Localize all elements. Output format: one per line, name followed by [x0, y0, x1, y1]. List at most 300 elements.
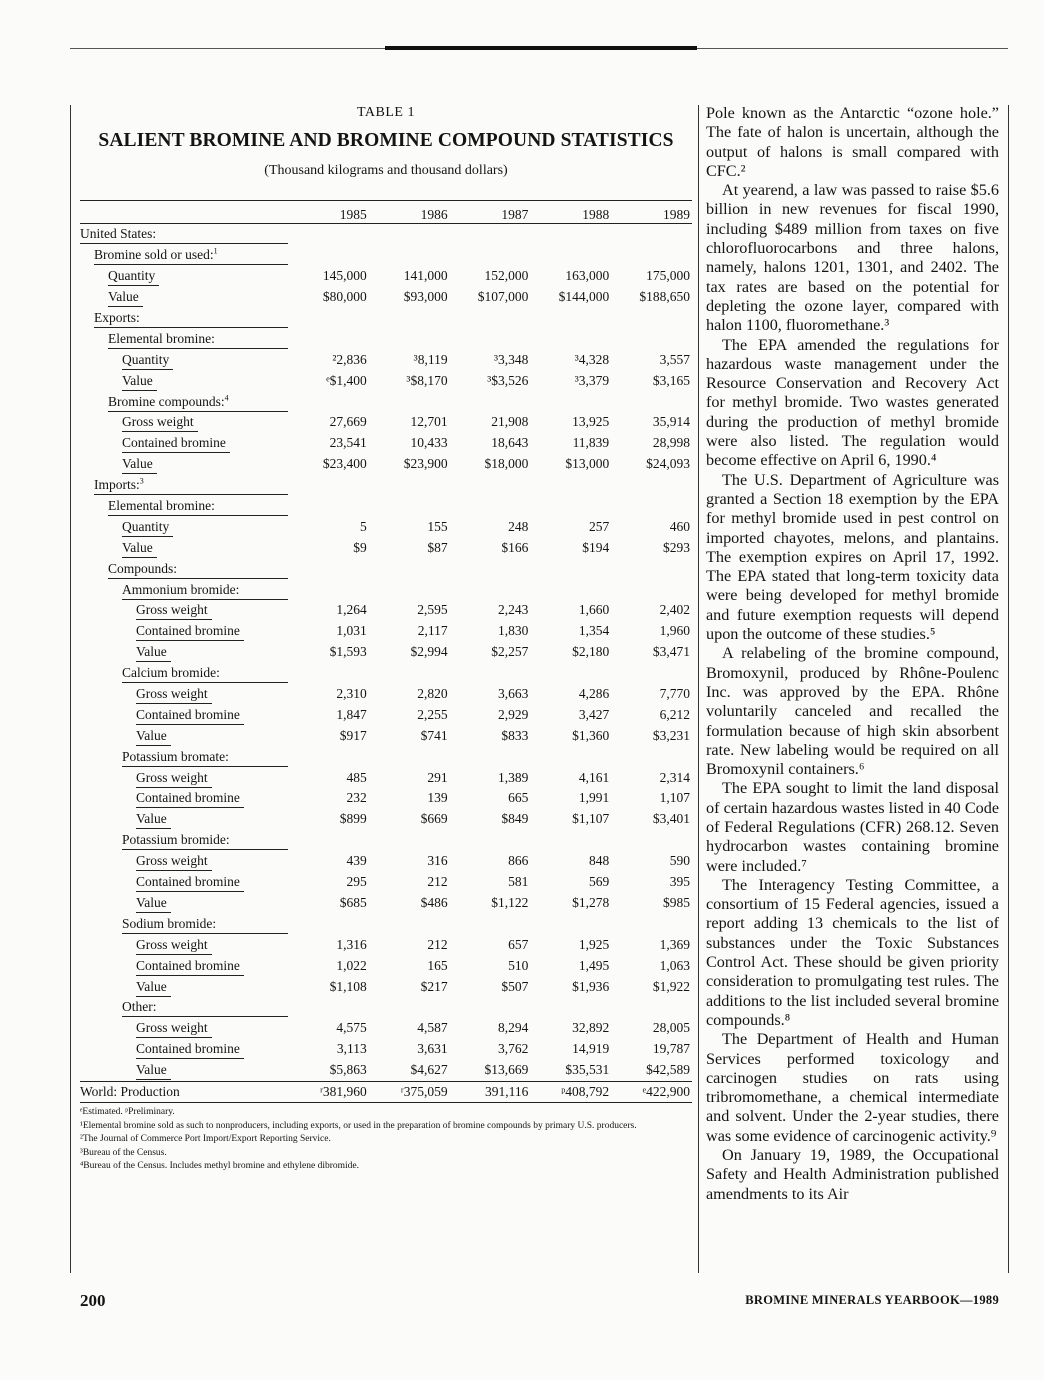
table-row: [80, 684, 692, 705]
value-cell: [530, 913, 611, 934]
row-label: [136, 684, 212, 704]
row-label-cell: [80, 809, 288, 830]
row-label-cell: [80, 934, 288, 955]
table-row: [80, 1039, 692, 1060]
value-cell: 4,161: [578, 769, 610, 785]
value-cell: $985: [663, 894, 690, 910]
row-label-text: Gross weight: [136, 1020, 208, 1036]
article-paragraph: The EPA amended the regulations for hazardous waste management under the Resource Conservation and Recovery Act for methyl bromide. Two wastes generated during the production of methyl bromide were also listed. The regulation would become effective on April 6, 1990.⁴: [706, 335, 999, 470]
row-label-text: Gross weight: [136, 769, 208, 785]
table-row: [80, 370, 692, 391]
table-row: [80, 830, 692, 851]
value-cell: $5,863: [329, 1062, 367, 1078]
row-label: [122, 433, 230, 453]
row-label: [122, 350, 173, 370]
value-cell: ³3,348: [493, 351, 529, 367]
table-row: [80, 308, 692, 329]
row-label: [136, 1018, 212, 1038]
value-cell: 3,663: [498, 686, 529, 702]
table-caption: TABLE 1: [357, 105, 415, 120]
value-cell: $42,589: [646, 1062, 690, 1078]
value-cell: $2,180: [572, 644, 610, 660]
value-cell: [530, 391, 611, 412]
table-row: [80, 663, 692, 684]
value-cell: ᵉ422,900: [611, 1081, 692, 1103]
value-cell: 866: [508, 853, 529, 869]
row-label: [122, 914, 288, 934]
value-cell: $9: [353, 539, 367, 555]
value-cell: ᵖ408,792: [530, 1081, 611, 1103]
value-cell: 212: [427, 874, 448, 890]
value-cell: 18,643: [491, 435, 529, 451]
value-cell: $849: [501, 811, 529, 827]
row-label-text: Contained bromine: [136, 623, 240, 639]
value-cell: ³8,119: [413, 351, 448, 367]
value-cell: [611, 245, 692, 266]
row-label-cell: [80, 454, 288, 475]
article-paragraph: The Interagency Testing Committee, a consortium of 15 Federal agencies, issued a report adding 13 chemicals to the list of substances under the Toxic Substances Control Act. These should be given priority consideration to promulgating test rules. The additions to the list included several bromine compounds.⁸: [706, 875, 999, 1029]
row-label: [136, 600, 212, 620]
table-row: [80, 872, 692, 893]
value-cell: 7,770: [659, 686, 690, 702]
table-body: [80, 224, 692, 1103]
row-label: [80, 224, 288, 244]
value-cell: 3,762: [498, 1041, 529, 1057]
value-cell: ³$8,170: [406, 372, 448, 388]
value-cell: [369, 913, 450, 934]
table-row: [80, 391, 692, 412]
value-cell: [288, 224, 369, 245]
row-label: [122, 538, 157, 558]
value-cell: $507: [501, 978, 529, 994]
value-cell: [611, 558, 692, 579]
row-label: [108, 392, 288, 412]
value-cell: $1,108: [329, 978, 367, 994]
year-header: 1986: [369, 201, 450, 224]
row-label: [136, 977, 171, 997]
value-cell: 590: [669, 853, 690, 869]
value-cell: [288, 579, 369, 600]
table-row: [80, 412, 692, 433]
article-paragraph: On January 19, 1989, the Occupational Safety and Health Administration published amendments to its Air: [706, 1146, 999, 1203]
article-paragraph: A relabeling of the bromine compound, Bromoxynil, produced by Rhône-Poulenc Inc. was approved by the EPA. Rhône voluntarily canceled and recalled the formulation because of high skin absorbent rate. New labeling would be required on all Bromoxynil containers.⁶: [706, 644, 999, 779]
value-cell: [530, 496, 611, 517]
row-label-text: Elemental bromine:: [108, 498, 215, 514]
value-cell: [530, 558, 611, 579]
value-cell: [450, 830, 531, 851]
value-cell: 3,113: [336, 1041, 367, 1057]
row-label-cell: [80, 746, 288, 767]
value-cell: $1,107: [572, 811, 610, 827]
value-cell: 6,212: [659, 706, 690, 722]
footnote: ³Bureau of the Census.: [80, 1147, 167, 1158]
value-cell: [611, 328, 692, 349]
value-cell: 175,000: [646, 268, 690, 284]
row-label: [94, 245, 288, 265]
value-cell: [530, 746, 611, 767]
row-label-cell: [80, 287, 288, 308]
footnote: ¹Elemental bromine sold as such to nonproducers, including exports, or used in the preparation of bromine compounds by primary U.S. producers.: [80, 1120, 637, 1131]
value-cell: 4,575: [336, 1020, 367, 1036]
value-cell: [288, 663, 369, 684]
row-label: [108, 559, 288, 579]
value-cell: [369, 558, 450, 579]
row-label: [122, 580, 288, 600]
value-cell: $1,122: [491, 894, 529, 910]
value-cell: 232: [346, 790, 367, 806]
row-label: [136, 872, 244, 892]
row-label-text: Contained bromine: [136, 874, 240, 890]
table-row: [80, 767, 692, 788]
row-label: [136, 1039, 244, 1059]
table-row: [80, 349, 692, 370]
table-title: SALIENT BROMINE AND BROMINE COMPOUND STATISTICS: [98, 130, 674, 151]
value-cell: 2,310: [336, 686, 367, 702]
value-cell: 1,830: [498, 623, 529, 639]
value-cell: $4,627: [410, 1062, 448, 1078]
value-cell: $23,900: [403, 456, 448, 472]
table-row: [80, 245, 692, 266]
table-row: [80, 579, 692, 600]
value-cell: 1,316: [336, 936, 367, 952]
value-cell: [530, 328, 611, 349]
value-cell: 152,000: [484, 268, 529, 284]
footnote: ⁴Bureau of the Census. Includes methyl bromine and ethylene dibromide.: [80, 1161, 360, 1171]
value-cell: [450, 746, 531, 767]
value-cell: 14,919: [572, 1041, 610, 1057]
value-cell: $293: [663, 539, 690, 555]
value-cell: 248: [508, 518, 529, 534]
value-cell: [530, 308, 611, 329]
row-label-cell: [80, 788, 288, 809]
table-row: [80, 516, 692, 537]
value-cell: 2,820: [417, 686, 448, 702]
row-label-text: Contained bromine: [136, 957, 240, 973]
row-label: [108, 329, 288, 349]
row-label: [108, 287, 143, 307]
row-label-cell: [80, 224, 288, 245]
article-paragraph: The EPA sought to limit the land disposal of certain hazardous wastes listed in 40 Code of Federal Regulations (CFR) 268.12. Seven hydrocarbon wastes containing bromine were included.⁷: [706, 779, 999, 875]
value-cell: 23,541: [329, 435, 367, 451]
table-row: [80, 537, 692, 558]
row-label: [122, 517, 173, 537]
value-cell: ᵉ$1,400: [326, 372, 367, 388]
row-label-text: Imports:: [94, 477, 140, 493]
row-label-text: Exports:: [94, 310, 140, 325]
value-cell: 13,925: [572, 414, 610, 430]
value-cell: $3,401: [652, 811, 690, 827]
row-label-cell: [80, 725, 288, 746]
value-cell: 2,314: [659, 769, 690, 785]
row-label-cell: [80, 475, 288, 496]
statistics-table: [80, 200, 692, 1103]
value-cell: ʳ375,059: [369, 1081, 450, 1103]
value-cell: [450, 579, 531, 600]
row-label: [136, 705, 244, 725]
value-cell: [369, 663, 450, 684]
value-cell: 291: [427, 769, 448, 785]
table-row: [80, 934, 692, 955]
table-row: [80, 266, 692, 287]
value-cell: $188,650: [639, 289, 690, 305]
table-row: [80, 433, 692, 454]
value-cell: [288, 913, 369, 934]
row-label-text: Bromine sold or used:: [94, 247, 214, 263]
value-cell: $194: [582, 539, 610, 555]
value-cell: 165: [427, 957, 448, 973]
value-cell: 145,000: [322, 268, 367, 284]
value-cell: [530, 663, 611, 684]
value-cell: [611, 475, 692, 496]
value-cell: 28,998: [652, 435, 690, 451]
value-cell: [288, 558, 369, 579]
row-label-text: Gross weight: [136, 936, 208, 952]
row-label-text: Value: [136, 811, 167, 827]
row-label: [122, 371, 157, 391]
row-label-cell: [80, 997, 288, 1018]
value-cell: 316: [427, 853, 448, 869]
value-cell: [450, 663, 531, 684]
value-cell: [611, 308, 692, 329]
value-cell: 4,286: [578, 686, 610, 702]
value-cell: 28,005: [652, 1020, 690, 1036]
row-label-text: Compounds:: [108, 560, 178, 576]
value-cell: 3,427: [578, 706, 610, 722]
page-number: 200: [80, 1291, 106, 1310]
row-label-text: Contained bromine: [136, 1041, 240, 1057]
value-cell: 163,000: [565, 268, 610, 284]
row-label-text: Contained bromine: [122, 435, 226, 451]
value-cell: $107,000: [477, 289, 529, 305]
value-cell: [288, 830, 369, 851]
row-label: [122, 454, 157, 474]
table-row: [80, 704, 692, 725]
value-cell: $3,471: [652, 644, 690, 660]
right-margin-rule: [1008, 105, 1009, 1273]
value-cell: ³3,379: [574, 372, 610, 388]
table-row: [80, 809, 692, 830]
value-cell: $486: [420, 894, 448, 910]
row-label-text: Quantity: [122, 518, 170, 534]
value-cell: [611, 830, 692, 851]
value-cell: [611, 913, 692, 934]
table-row: [80, 1081, 692, 1103]
value-cell: 485: [346, 769, 367, 785]
row-label-text: Value: [136, 727, 167, 743]
value-cell: 3,631: [417, 1041, 448, 1057]
value-cell: 1,264: [336, 602, 367, 618]
value-cell: $217: [420, 978, 448, 994]
row-label-cell: [80, 516, 288, 537]
row-label-text: Value: [108, 289, 139, 305]
value-cell: [369, 496, 450, 517]
row-label-cell: [80, 851, 288, 872]
value-cell: [369, 391, 450, 412]
row-label-cell: [80, 976, 288, 997]
value-cell: 1,031: [336, 623, 367, 639]
row-label-cell: [80, 245, 288, 266]
value-cell: $741: [420, 727, 448, 743]
table-row: [80, 976, 692, 997]
left-margin-rule: [70, 105, 71, 1273]
top-rule-bar: [385, 46, 697, 50]
row-label: [122, 412, 198, 432]
row-label-text: United States:: [80, 226, 157, 242]
table-row: [80, 725, 692, 746]
article-paragraph: Pole known as the Antarctic “ozone hole.” The fate of halon is uncertain, although the output of halons is small compared with CFC.²: [706, 104, 999, 180]
row-label-text: World: Production: [80, 1084, 180, 1100]
table-row: [80, 496, 692, 517]
value-cell: $1,360: [572, 727, 610, 743]
row-label: [136, 1060, 171, 1080]
row-label: [136, 788, 244, 808]
row-label: [136, 726, 171, 746]
value-cell: 141,000: [403, 268, 448, 284]
value-cell: $2,257: [491, 644, 529, 660]
value-cell: [369, 224, 450, 245]
row-label-text: Elemental bromine:: [108, 330, 215, 346]
table-row: [80, 893, 692, 914]
value-cell: [288, 328, 369, 349]
table-row: [80, 475, 692, 496]
value-cell: $1,278: [572, 894, 610, 910]
article-column: [706, 104, 999, 1204]
row-label: [136, 893, 171, 913]
value-cell: [450, 997, 531, 1018]
table-row: [80, 1018, 692, 1039]
row-label-cell: [80, 349, 288, 370]
value-cell: [288, 245, 369, 266]
value-cell: [450, 308, 531, 329]
row-label-text: Contained bromine: [136, 790, 240, 806]
value-cell: 4,587: [417, 1020, 448, 1036]
row-label: [94, 308, 288, 328]
running-head: BROMINE MINERALS YEARBOOK—1989: [745, 1293, 999, 1307]
value-cell: [611, 224, 692, 245]
year-header: 1987: [450, 201, 531, 224]
table-row: [80, 955, 692, 976]
value-cell: $899: [339, 811, 367, 827]
value-cell: 1,107: [659, 790, 690, 806]
row-label: [136, 851, 212, 871]
value-cell: $80,000: [322, 289, 367, 305]
value-cell: ²2,836: [332, 351, 367, 367]
row-label-cell: [80, 370, 288, 391]
table-header-row: [80, 201, 692, 224]
row-label: [136, 935, 212, 955]
value-cell: $3,165: [652, 372, 690, 388]
value-cell: $18,000: [484, 456, 529, 472]
table-row: [80, 1060, 692, 1081]
value-cell: [611, 746, 692, 767]
row-label: [136, 768, 212, 788]
value-cell: 295: [346, 874, 367, 890]
value-cell: $13,000: [565, 456, 610, 472]
row-label: [94, 475, 288, 495]
value-cell: [530, 245, 611, 266]
value-cell: [369, 328, 450, 349]
table-row: [80, 913, 692, 934]
table-row: [80, 600, 692, 621]
row-label-cell: [80, 391, 288, 412]
value-cell: [369, 997, 450, 1018]
value-cell: $1,593: [329, 644, 367, 660]
row-label: [108, 266, 159, 286]
value-cell: [369, 746, 450, 767]
value-cell: $13,669: [484, 1062, 529, 1078]
row-label-cell: [80, 412, 288, 433]
row-label: [122, 663, 288, 683]
table-subtitle: (Thousand kilograms and thousand dollars): [264, 163, 508, 178]
value-cell: $1,936: [572, 978, 610, 994]
value-cell: 12,701: [410, 414, 448, 430]
value-cell: [611, 579, 692, 600]
value-cell: [369, 475, 450, 496]
value-cell: [530, 224, 611, 245]
table-row: [80, 287, 692, 308]
value-cell: 1,389: [498, 769, 529, 785]
row-label-text: Gross weight: [122, 414, 194, 430]
footnote-marker: 3: [139, 476, 144, 486]
row-label-cell: [80, 558, 288, 579]
value-cell: $3,231: [652, 727, 690, 743]
table-row: [80, 788, 692, 809]
year-header: 1988: [530, 201, 611, 224]
value-cell: $23,400: [322, 456, 367, 472]
value-cell: 1,991: [578, 790, 610, 806]
row-label-text: Value: [122, 539, 153, 555]
value-cell: [530, 997, 611, 1018]
value-cell: [450, 245, 531, 266]
value-cell: ³$3,526: [487, 372, 529, 388]
value-cell: 11,839: [572, 435, 610, 451]
value-cell: 10,433: [410, 435, 448, 451]
value-cell: [288, 997, 369, 1018]
row-label-text: Value: [136, 978, 167, 994]
row-label: [136, 809, 171, 829]
row-label-text: Quantity: [122, 351, 170, 367]
value-cell: [450, 475, 531, 496]
value-cell: $24,093: [646, 456, 690, 472]
footnote-marker: 4: [224, 393, 229, 403]
row-label-cell: [80, 1018, 288, 1039]
header-blank: [80, 201, 288, 224]
value-cell: 212: [427, 936, 448, 952]
row-label-cell: [80, 913, 288, 934]
value-cell: 1,354: [578, 623, 610, 639]
row-label-cell: [80, 893, 288, 914]
value-cell: [450, 224, 531, 245]
value-cell: ³4,328: [574, 351, 610, 367]
value-cell: 1,847: [336, 706, 367, 722]
value-cell: $2,994: [410, 644, 448, 660]
value-cell: 257: [588, 518, 610, 534]
value-cell: 139: [427, 790, 448, 806]
article-paragraph: The Department of Health and Human Services performed toxicology and carcinogen studies on rats using tribromomethane, a chemical intermediate and solvent. Under the 2-year studies, there was some evidence of carcinogenic activity.⁹: [706, 1030, 999, 1145]
value-cell: 665: [508, 790, 529, 806]
year-header: 1989: [611, 201, 692, 224]
table-row: [80, 621, 692, 642]
value-cell: 19,787: [652, 1041, 690, 1057]
row-label-cell: [80, 1081, 288, 1103]
value-cell: [369, 308, 450, 329]
value-cell: 1,960: [659, 623, 690, 639]
row-label-text: Sodium bromide:: [122, 915, 217, 931]
value-cell: 2,402: [659, 602, 690, 618]
row-label-cell: [80, 537, 288, 558]
year-header: 1985: [288, 201, 369, 224]
article-paragraph: The U.S. Department of Agriculture was granted a Section 18 exemption by the EPA for methyl bromide used in pest control on imported chayotes, melons, and plantains. The exemption expires on April 17, 1992. The EPA stated that long-term toxicity data were being developed for methyl bromide and future exemption requests will depend upon the outcome of these studies.⁵: [706, 470, 999, 644]
